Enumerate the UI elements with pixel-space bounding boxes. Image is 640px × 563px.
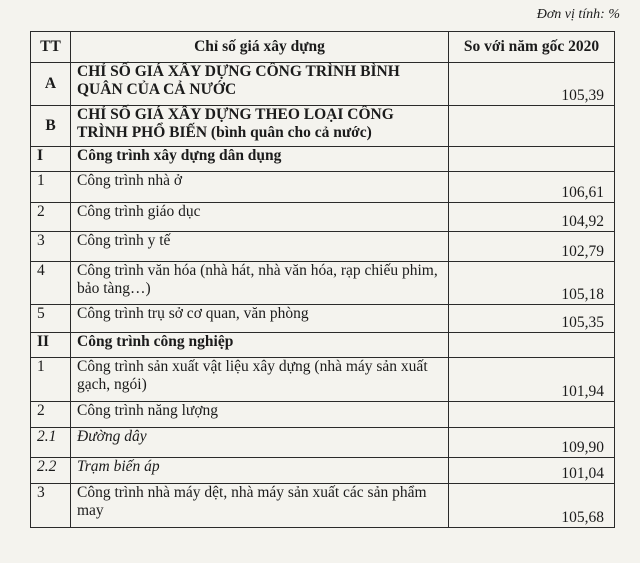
table-row: [31, 428, 615, 458]
table-row: [31, 333, 615, 358]
table-row: [31, 106, 615, 147]
row-tt: 3: [31, 232, 71, 262]
row-name: Công trình nhà ở: [71, 172, 449, 203]
table-row: [31, 63, 615, 106]
row-tt: B: [31, 106, 71, 147]
table-header-row: [31, 32, 615, 63]
row-tt: 2: [31, 203, 71, 232]
table-row: [31, 305, 615, 333]
row-value: [449, 333, 615, 358]
row-tt: 4: [31, 262, 71, 305]
row-value: 105,39: [449, 63, 615, 106]
row-value: 105,68: [449, 484, 615, 528]
header-tt: TT: [31, 32, 71, 63]
row-tt: 3: [31, 484, 71, 528]
construction-price-index-table: [30, 31, 615, 528]
row-name: Công trình công nghiệp: [71, 333, 449, 358]
row-name: Công trình năng lượng: [71, 402, 449, 428]
table-row: [31, 458, 615, 484]
row-value: 104,92: [449, 203, 615, 232]
row-tt: II: [31, 333, 71, 358]
row-value: [449, 106, 615, 147]
row-name: Công trình sản xuất vật liệu xây dựng (nhà máy sản xuất gạch, ngói): [71, 358, 449, 402]
row-tt: 2.2: [31, 458, 71, 484]
table-row: [31, 147, 615, 172]
row-value: 101,94: [449, 358, 615, 402]
row-name: Trạm biến áp: [71, 458, 449, 484]
row-name: Công trình trụ sở cơ quan, văn phòng: [71, 305, 449, 333]
row-tt: 2: [31, 402, 71, 428]
row-name: Công trình văn hóa (nhà hát, nhà văn hóa, rạp chiếu phim, bảo tàng…): [71, 262, 449, 305]
table-row: [31, 232, 615, 262]
row-value: 105,18: [449, 262, 615, 305]
row-tt: 5: [31, 305, 71, 333]
row-name: Công trình nhà máy dệt, nhà máy sản xuất các sản phẩm may: [71, 484, 449, 528]
row-value: [449, 402, 615, 428]
row-name: Công trình y tế: [71, 232, 449, 262]
row-tt: 1: [31, 172, 71, 203]
table-row: [31, 402, 615, 428]
table-row: [31, 262, 615, 305]
row-name: Đường dây: [71, 428, 449, 458]
row-value: 109,90: [449, 428, 615, 458]
row-value: 106,61: [449, 172, 615, 203]
table-row: [31, 203, 615, 232]
table-row: [31, 172, 615, 203]
table-row: [31, 484, 615, 528]
row-tt: 1: [31, 358, 71, 402]
table-row: [31, 358, 615, 402]
row-name: Công trình xây dựng dân dụng: [71, 147, 449, 172]
row-value: 105,35: [449, 305, 615, 333]
row-tt: I: [31, 147, 71, 172]
row-value: 102,79: [449, 232, 615, 262]
row-value: [449, 147, 615, 172]
unit-label: Đơn vị tính: %: [536, 7, 620, 22]
header-name: Chỉ số giá xây dựng: [71, 32, 449, 63]
row-name: Công trình giáo dục: [71, 203, 449, 232]
header-value: So với năm gốc 2020: [449, 32, 615, 63]
row-name: CHỈ SỐ GIÁ XÂY DỰNG CÔNG TRÌNH BÌNH QUÂN CỦA CẢ NƯỚC: [71, 63, 449, 106]
row-name: CHỈ SỐ GIÁ XÂY DỰNG THEO LOẠI CÔNG TRÌNH PHỔ BIẾN (bình quân cho cả nước): [71, 106, 449, 147]
row-value: 101,04: [449, 458, 615, 484]
row-tt: A: [31, 63, 71, 106]
row-tt: 2.1: [31, 428, 71, 458]
